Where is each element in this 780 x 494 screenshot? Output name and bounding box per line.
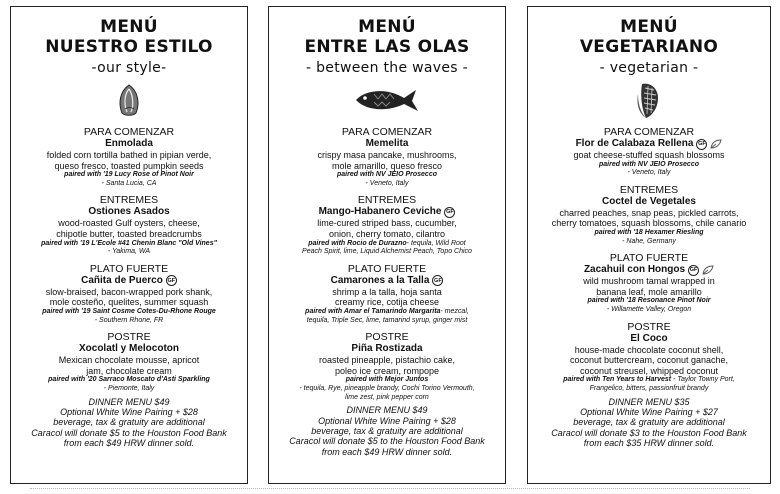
dish-name: Flor de Calabaza Rellena — [575, 138, 694, 149]
gluten-free-badge: GF — [432, 275, 443, 286]
menu-name: VEGETARIANO — [579, 37, 719, 57]
wine-pairing: paired with NV JEIO Prosecco — [337, 171, 437, 179]
menu-panel-nuestro-estilo — [10, 6, 248, 484]
menu-subtitle: - between the waves - — [306, 60, 468, 76]
dish-name: Zacahuil con Hongos — [583, 264, 686, 276]
dish-name: Enmolada — [105, 138, 153, 149]
pairing-region: - Southern Rhone, FR — [94, 316, 164, 324]
dish-description: wild mushroom tamal wrapped in banana leaf, mole amarillo — [583, 276, 715, 297]
pairing-ingredients: - tequila, Rye, pineapple brandy, Cochi Torino Vermouth, lime zest, pink pepper corn — [299, 384, 475, 401]
menu-title: MENÚ — [358, 17, 416, 37]
menu-price: DINNER MENU $35 — [608, 396, 690, 407]
cocktail-pairing: paired with Ten Years to Harvest - Taylor Towny Port, — [563, 376, 735, 384]
dish-name: Xocolatl y Melocoton — [78, 343, 179, 355]
pairing-ingredients: tequila, Triple Sec, lime, tamarind syrup, ginger mist — [306, 316, 468, 324]
dish-description: slow-braised, bacon-wrapped pork shank, mole costeño, quelites, summer squash — [45, 286, 213, 308]
menu-footer: DINNER MENU $49 Optional White Wine Pairing + $28 beverage, tax & gratuity are additional Caracol will donate $5 to the Houston Food Bank from each $49 HRW dinner sold. — [11, 397, 247, 449]
dish-description: roasted pineapple, pistachio cake, poleo ice cream, rompope — [318, 355, 456, 376]
pairing-ingredients: Frangelico, bitters, passionfruit brandy — [589, 384, 709, 392]
wine-pairing: paired with '19 L'Ecole #41 Chenin Blanc "Old Vines" — [41, 239, 217, 247]
dish-description: Mexican chocolate mousse, apricot jam, chocolate cream — [58, 355, 200, 376]
oyster-shell-icon — [116, 83, 142, 117]
pairing-region: - Yakima, WA — [107, 248, 150, 256]
menu-title: MENÚ — [620, 17, 678, 37]
course-label: PLATO FUERTE — [609, 252, 689, 265]
dish-name: Coctel de Vegetales — [602, 195, 696, 207]
course-label: ENTREMES — [99, 194, 159, 207]
dish-name: Camarones a la Talla — [330, 274, 430, 286]
dish-name: Ostiones Asados — [88, 206, 170, 218]
pairing-region: - Veneto, Italy — [627, 169, 671, 177]
course-label: PARA COMENZAR — [83, 126, 175, 138]
menu-name: NUESTRO ESTILO — [45, 37, 213, 57]
course-label: POSTRE — [365, 331, 409, 344]
fish-icon — [352, 85, 422, 115]
pairing-region: - Willamette Valley, Oregon — [606, 305, 692, 313]
gluten-free-badge: GF — [696, 139, 707, 150]
wine-pairing: paired with '20 Sarraco Moscato d'Asti Sparkling — [48, 376, 210, 384]
course-label: PARA COMENZAR — [341, 126, 433, 138]
wine-pairing: paired with '19 Saint Cosme Cotes-Du-Rhone Rouge — [42, 307, 216, 315]
vegetarian-leaf-icon — [702, 265, 714, 275]
gluten-free-badge: GF — [444, 207, 455, 218]
gluten-free-badge: GF — [166, 275, 177, 286]
course-label: POSTRE — [627, 320, 671, 333]
course-label: POSTRE — [107, 331, 151, 344]
dish-description: folded corn tortilla bathed in pipian verde, queso fresco, toasted pumpkin seeds — [46, 150, 212, 171]
menu-footer: DINNER MENU $35 Optional White Wine Pairing + $27 beverage, tax & gratuity are additional Caracol will donate $3 to the Houston Food Bank from each $35 HRW dinner sold. — [528, 397, 770, 449]
gluten-free-badge: GF — [688, 265, 699, 276]
menu-panel-vegetariano — [527, 6, 771, 484]
wine-pairing: paired with '18 Resonance Pinot Noir — [587, 297, 711, 305]
menu-panel-entre-las-olas — [268, 6, 506, 484]
wine-pairing: paired with NV JEIO Prosecco — [599, 160, 699, 168]
menu-price: DINNER MENU $49 — [346, 405, 428, 416]
corn-icon — [634, 80, 664, 120]
course-label: ENTREMES — [619, 183, 679, 196]
dish-name: Mango-Habanero Ceviche — [318, 206, 442, 218]
cocktail-pairing: paired with Rocio de Durazno- tequila, Wild Root — [308, 239, 466, 247]
dish-description: shrimp a la talla, hoja santa creamy rice, cotija cheese — [332, 286, 442, 308]
course-label: PLATO FUERTE — [347, 262, 427, 275]
menu-subtitle: - vegetarian - — [599, 60, 699, 76]
cocktail-pairing: paired with Amar el Tamarindo Margarita- mezcal, — [305, 307, 469, 315]
menu-name: ENTRE LAS OLAS — [304, 37, 470, 57]
dish-description: crispy masa pancake, mushrooms, mole amarillo, queso fresco — [317, 150, 457, 171]
dish-name: Piña Rostizada — [351, 343, 423, 355]
page-bottom-rule — [30, 488, 750, 489]
pairing-region: - Piemonte, Italy — [103, 384, 155, 392]
course-label: PLATO FUERTE — [89, 262, 169, 275]
wine-pairing: paired with '19 Lucy Rose of Pinot Noir — [64, 171, 194, 179]
pairing-ingredients: Peach Spirit, lime, Liquid Alchemist Peach, Topo Chico — [302, 248, 472, 256]
dish-name: El Coco — [630, 332, 668, 344]
cocktail-pairing: paired with Mejor Juntos — [345, 376, 429, 384]
pairing-region: - Santa Lucia, CA — [101, 179, 157, 187]
dish-name: Memelita — [365, 138, 409, 149]
menu-title: MENÚ — [100, 17, 158, 37]
menu-footer: DINNER MENU $49 Optional White Wine Pairing + $28 beverage, tax & gratuity are additional Caracol will donate $5 to the Houston Food Bank from each $49 HRW dinner sold. — [269, 405, 505, 457]
dish-description: lime-cured striped bass, cucumber, onion, cherry tomato, cilantro — [317, 218, 457, 239]
course-label: PARA COMENZAR — [603, 126, 695, 138]
vegetarian-leaf-icon — [710, 139, 722, 149]
pairing-region: - Veneto, Italy — [365, 179, 409, 187]
menu-subtitle: -our style- — [91, 60, 167, 76]
dish-description: wood-roasted Gulf oysters, cheese, chipotle butter, toasted breadcrumbs — [56, 218, 202, 239]
menu-price: DINNER MENU $49 — [88, 396, 170, 407]
dish-description: house-made chocolate coconut shell, coconut buttercream, coconut ganache, coconut streusel, whipped coconut — [569, 344, 729, 376]
dish-description: charred peaches, snap peas, pickled carrots, cherry tomatoes, squash blossoms, chile canario — [551, 207, 747, 229]
wine-pairing: paired with '18 Hexamer Riesling — [594, 228, 704, 236]
course-label: ENTREMES — [357, 194, 417, 207]
dish-description: goat cheese-stuffed squash blossoms — [573, 150, 725, 160]
pairing-region: - Nahe, Germany — [622, 237, 676, 245]
dish-name: Cañita de Puerco — [81, 274, 163, 286]
